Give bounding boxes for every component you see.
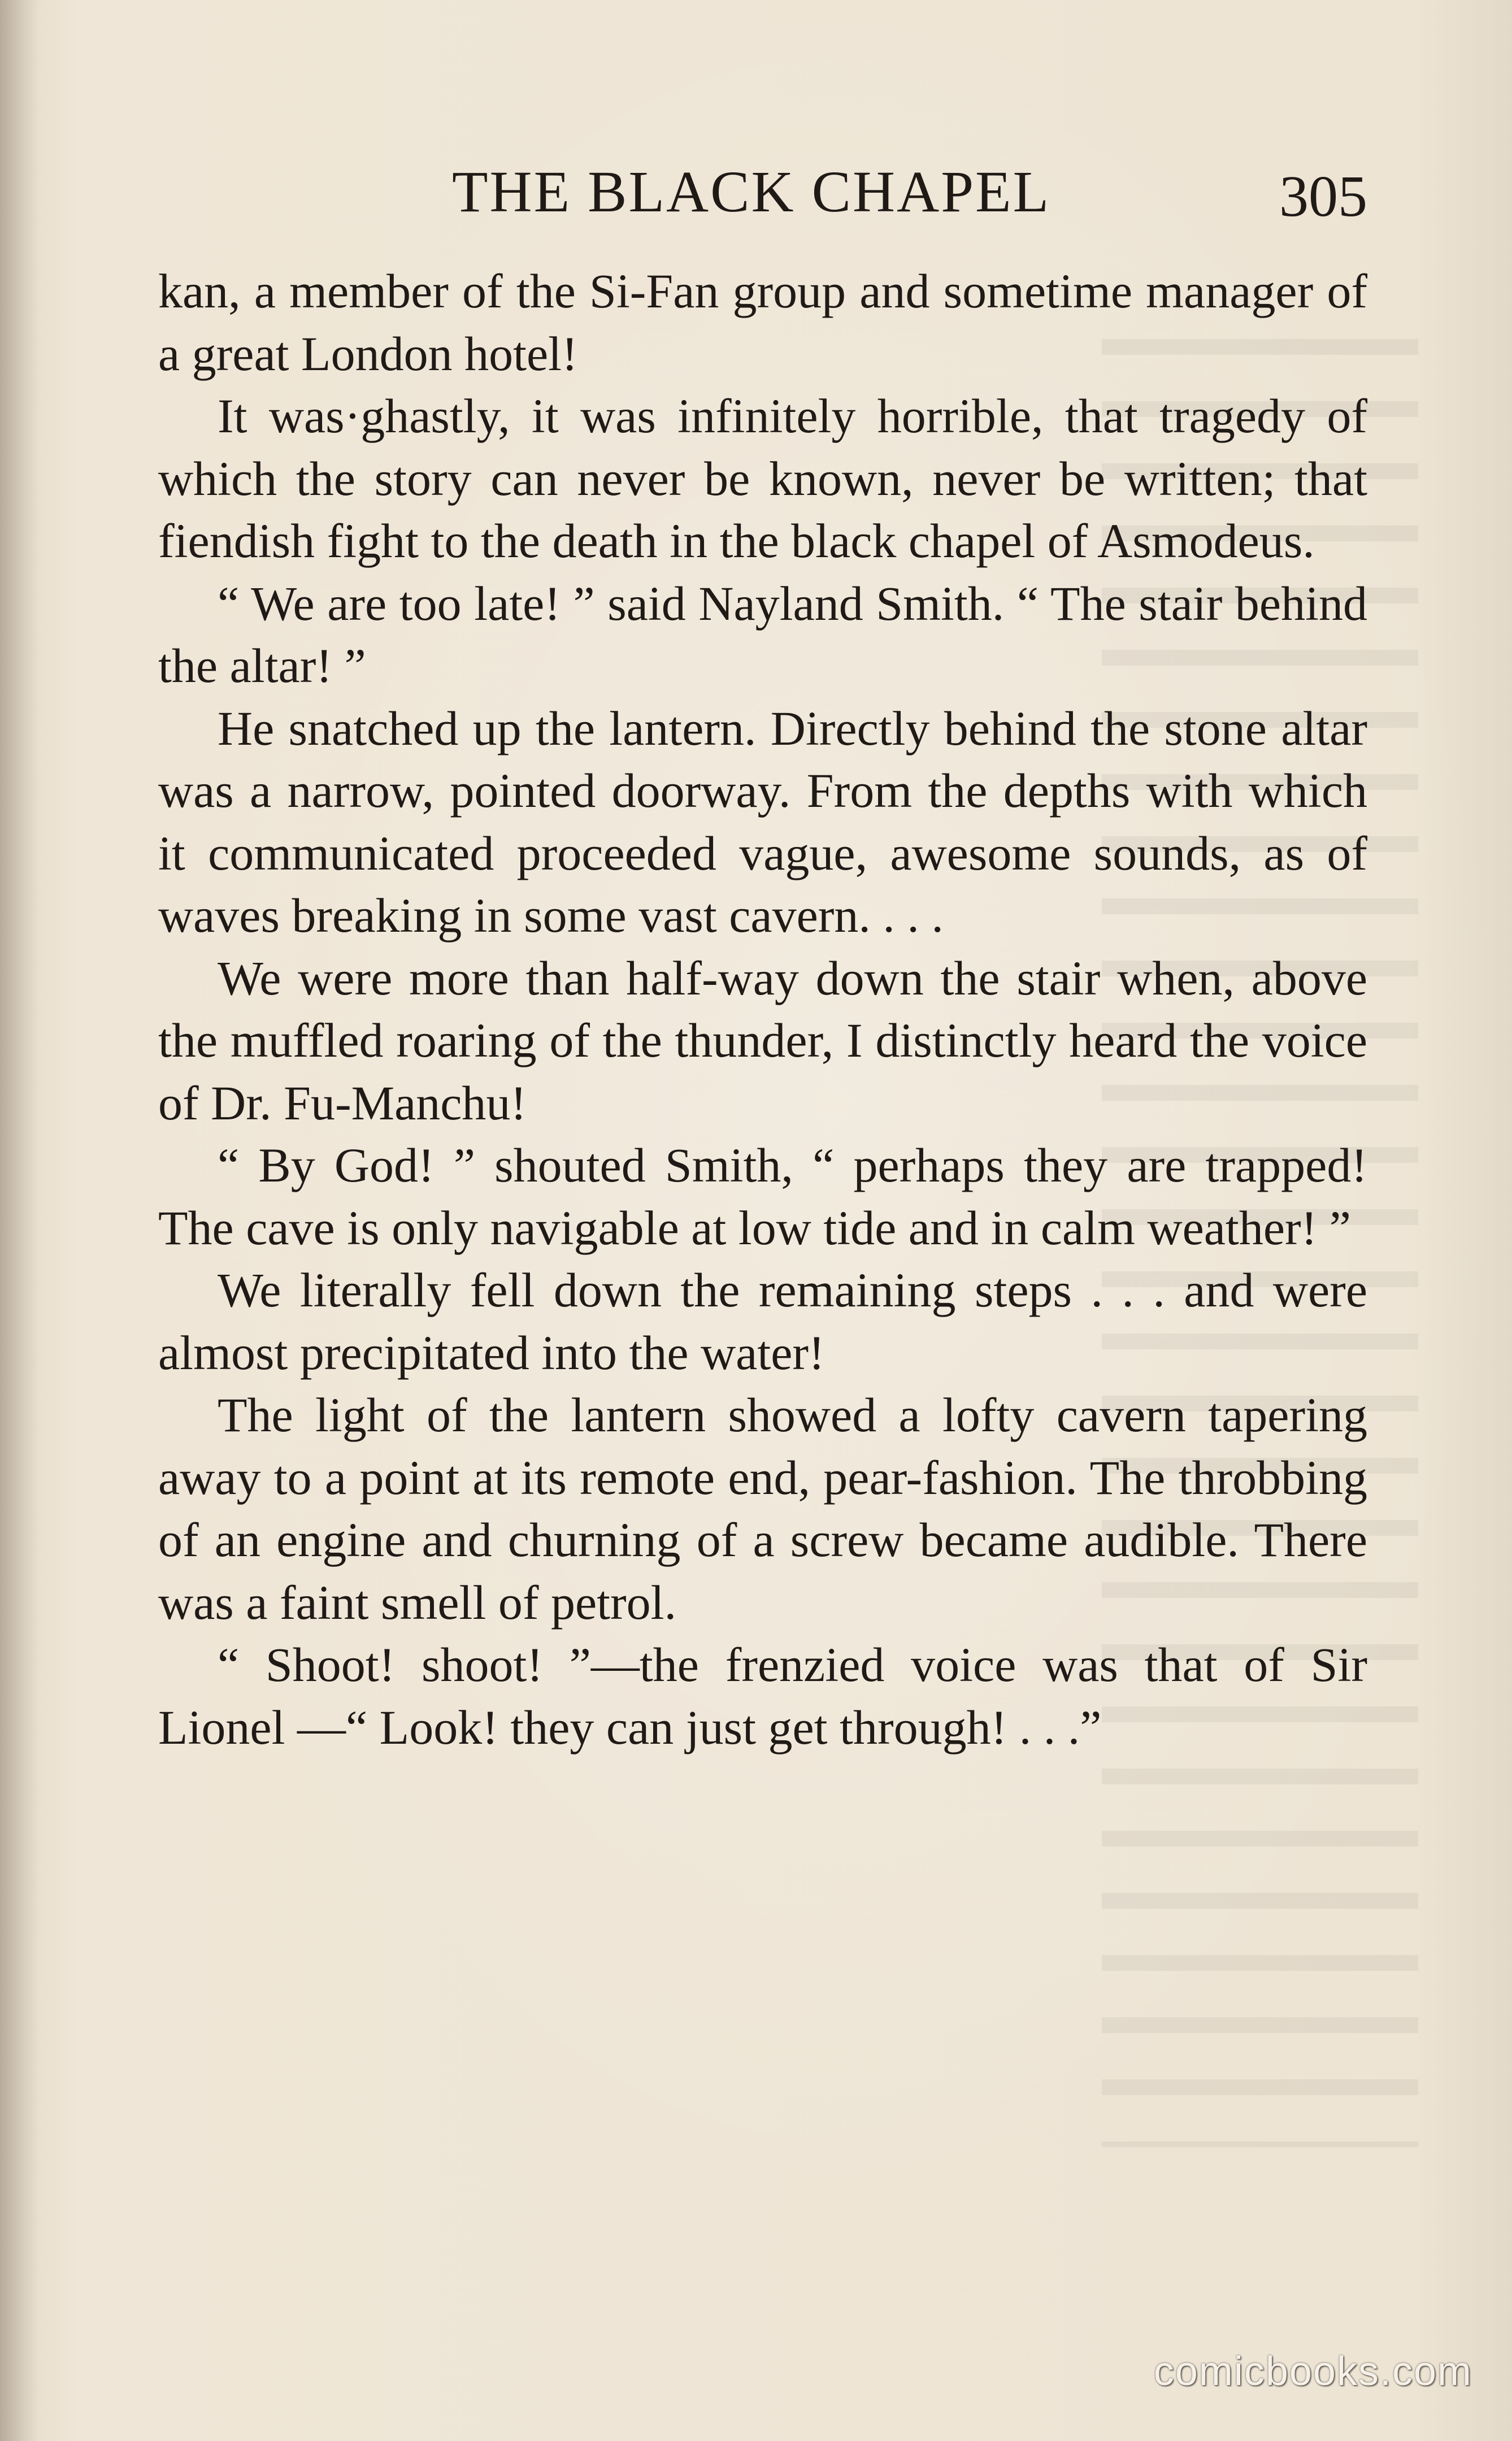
paragraph: “ By God! ” shouted Smith, “ perhaps they are trapped! The cave is only navigable at low tide and in calm weather! ” [158,1138,1367,1255]
paragraph: “ Shoot! shoot! ”—the frenzied voice was that of Sir Lionel —“ Look! they can just get through! . . .” [158,1638,1367,1754]
gutter-shadow [0,0,40,2441]
paragraph: It was·ghastly, it was infinitely horrible, that tragedy of which the story can never be known, never be written; that fiendish fight to the death in the black chapel of Asmodeus. [158,389,1367,568]
paragraph: We were more than half-way down the stair when, above the muffled roaring of the thunder, I distinctly heard the voice of Dr. Fu-Manchu! [158,950,1367,1130]
paragraph: We literally fell down the remaining steps . . . and were almost precipitated into the water! [158,1263,1367,1380]
page-number: 305 [1279,164,1367,229]
paragraph: The light of the lantern showed a lofty cavern tapering away to a point at its remote end, pear-fashion. The throbbing of an engine and churning of a screw became audible. There was a faint smell of petrol. [158,1388,1367,1630]
page-header [158,153,1367,232]
running-head: THE BLACK CHAPEL [452,159,1051,224]
paragraph: “ We are too late! ” said Nayland Smith. “ The stair behind the altar! ” [158,576,1367,693]
body-text [158,260,1367,1758]
watermark: comicbooks.com [1153,2349,1472,2394]
paragraph: kan, a member of the Si-Fan group and sometime manager of a great London hotel! [158,264,1367,381]
paragraph: He snatched up the lantern. Directly behind the stone altar was a narrow, pointed doorway. From the depths with which it communicated proceeded vague, awesome sounds, as of waves breaking in some vast cavern. . . . [158,701,1367,942]
